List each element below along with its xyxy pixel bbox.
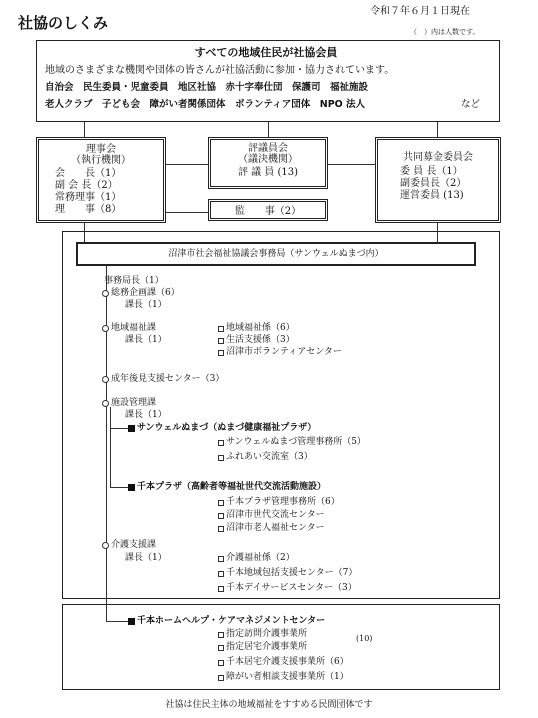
square-icon — [218, 586, 224, 592]
home-help-center: 千本ホームヘルプ・ケアマネジメントセンター — [128, 616, 325, 627]
auditor-label: 監 事（2） — [234, 206, 302, 217]
care-chief: 課長（1） — [125, 553, 167, 563]
unit-item: 沼津市老人福祉センター — [218, 523, 325, 534]
square-icon — [218, 556, 224, 562]
unit-item: 沼津市世代交流センター — [218, 510, 325, 521]
members-list-1: 自治会 民生委員・児童委員 地区社協 赤十字奉仕団 保護司 福祉施設 — [45, 82, 369, 93]
section-welfare — [102, 323, 156, 334]
council-row: 評 議 員 (13) — [237, 167, 299, 178]
square-icon — [218, 632, 224, 638]
council-box — [208, 137, 328, 189]
auditor-box — [208, 199, 328, 221]
office-title: 沼津市社会福祉協議会事務局（サンウェルぬまづ内） — [168, 249, 384, 259]
circle-icon — [102, 290, 109, 297]
section-care-label: 介護支援課 — [111, 540, 157, 550]
circle-icon — [102, 325, 109, 332]
fund-row: 運営委員 (13) — [400, 190, 464, 201]
square-icon — [218, 526, 224, 532]
filled-square-icon — [128, 618, 135, 625]
members-list-etc: など — [461, 99, 481, 110]
as-of-date: 令和７年６月１日現在 — [370, 6, 470, 17]
board-title: 理事会 — [86, 144, 116, 155]
facility-chief: 課長（1） — [125, 410, 167, 420]
unit-item: 介護福祉係（2） — [218, 553, 295, 564]
fund-row: 委 員 長（1） — [400, 166, 463, 177]
members-description: 地域のさまざまな機関や団体の皆さんが社協活動に参加・協力されています。 — [45, 65, 395, 76]
unit-item: 沼津市ボランティアセンター — [218, 347, 342, 358]
square-icon — [218, 675, 224, 681]
unit-item: 指定訪問介護事業所 — [218, 629, 307, 640]
section-general-label: 総務企画課（6） — [111, 288, 180, 298]
filled-square-icon — [128, 425, 135, 432]
fund-committee-box — [375, 137, 501, 223]
council-title: 評議員会 — [248, 143, 288, 154]
section-guardian-label: 成年後見支援センター（3） — [111, 374, 225, 384]
board-row: 会 長（1） — [55, 168, 122, 179]
members-heading: すべての地域住民が社協会員 — [194, 46, 338, 59]
unit-item: 千本居宅介護支援事業所（6） — [218, 657, 349, 668]
section-care — [102, 540, 156, 551]
fund-row: 副委員長（2） — [400, 178, 467, 189]
director-label: 事務局長（1） — [104, 276, 164, 286]
board-subtitle: （執行機関） — [71, 155, 131, 166]
office-title-box — [76, 242, 476, 266]
members-box — [36, 40, 500, 122]
council-subtitle: （議決機関） — [238, 154, 298, 165]
board-box — [36, 137, 166, 223]
unit-item: 千本プラザ管理事務所（6） — [218, 497, 340, 508]
unit-item: サンウェルぬまづ管理事務所（5） — [218, 437, 366, 448]
board-row: 理 事（8） — [55, 204, 122, 215]
square-icon — [218, 645, 224, 651]
unit-item: 生活支援係（3） — [218, 335, 295, 346]
square-icon — [218, 440, 224, 446]
members-list-2: 老人クラブ 子ども会 障がい者関係団体 ボランティア団体 NPO 法人 — [45, 99, 366, 110]
circle-icon — [102, 376, 109, 383]
unit-item: 千本地域包括支援センター（7） — [218, 568, 357, 579]
circle-icon — [102, 542, 109, 549]
home-help-count: (10) — [356, 634, 373, 643]
unit-item: 千本デイサービスセンター（3） — [218, 583, 357, 594]
square-icon — [218, 571, 224, 577]
unit-item: 地域福祉係（6） — [218, 323, 295, 334]
square-icon — [218, 338, 224, 344]
square-icon — [218, 660, 224, 666]
square-icon — [218, 455, 224, 461]
square-icon — [218, 500, 224, 506]
fund-title: 共同募金委員会 — [403, 152, 473, 163]
welfare-chief: 課長（1） — [125, 335, 167, 345]
count-note: （ ）内は人数です。 — [410, 28, 480, 36]
unit-item: ふれあい交流室（3） — [218, 452, 313, 463]
unit-item: 障がい者相談支援事業所（1） — [218, 672, 349, 683]
square-icon — [218, 350, 224, 356]
circle-icon — [102, 400, 109, 407]
general-chief: 課長（1） — [125, 300, 167, 310]
facility-senbon: 千本プラザ（高齢者等福祉世代交流活動施設） — [128, 482, 326, 493]
filled-square-icon — [128, 484, 135, 491]
section-facility-label: 施設管理課 — [111, 398, 157, 408]
section-guardian — [102, 374, 224, 385]
board-row: 常務理事（1） — [55, 192, 122, 203]
section-welfare-label: 地域福祉課 — [111, 323, 157, 333]
facility-sunwell: サンウェルぬまづ（ぬまづ健康福祉プラザ） — [128, 423, 316, 434]
section-general — [102, 288, 180, 299]
page-title: 社協のしくみ — [18, 14, 109, 32]
unit-item: 指定居宅介護事業所 — [218, 642, 307, 653]
board-row: 副 会 長（2） — [55, 180, 118, 191]
square-icon — [218, 326, 224, 332]
footer-note: 社協は住民主体の地域福祉をすすめる民間団体です — [165, 700, 373, 710]
square-icon — [218, 513, 224, 519]
